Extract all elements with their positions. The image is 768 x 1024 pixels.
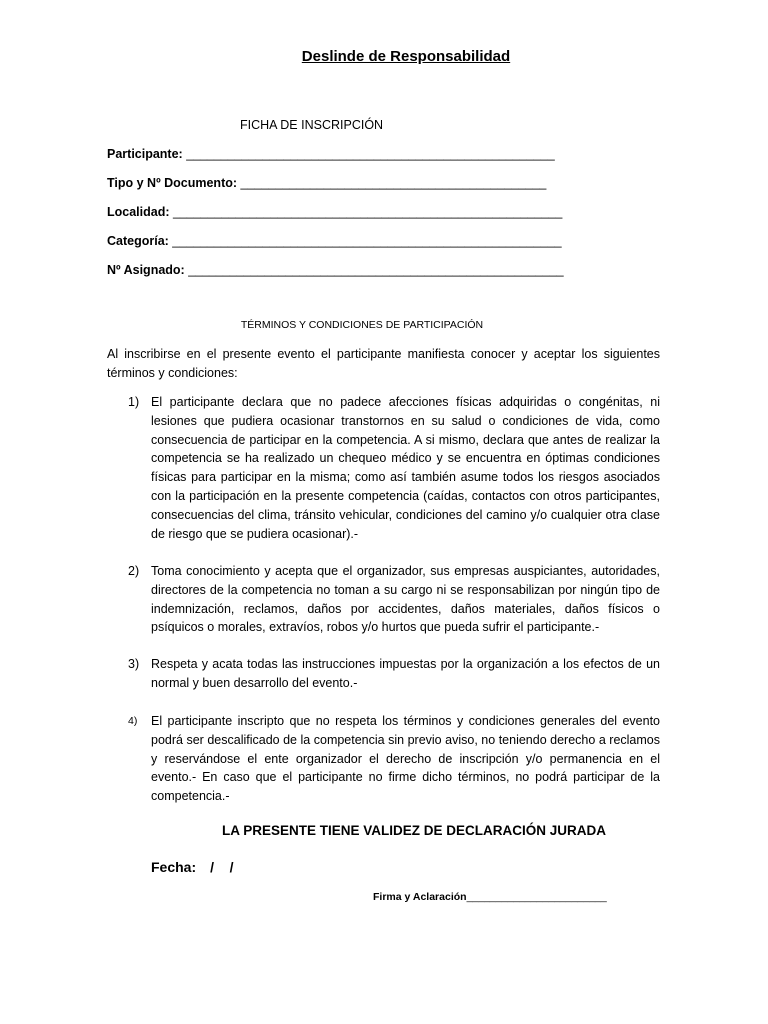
signature-field <box>373 891 607 903</box>
field-blank-line: ________________________________________________________ <box>168 234 562 248</box>
term-text: El participante declara que no padece afecciones físicas adquiridas o congénitas, ni lesiones que pudiera ocasionar transtornos en su salud o condiciones de vida, como consecuencia de participar en la competencia. A si mismo, declara que antes de realizar la competencia se ha realizado un chequeo médico y se encuentra en óptimas condiciones físicas para participar en la misma; como así también asume todos los riesgos asociados con la participación en la presente competencia (caídas, contactos con otros participantes, consecuencias del clima, tránsito vehicular, condiciones del camino y/o cualquier otra clase de riesgo que se pudiera ocasionar).- <box>151 395 660 541</box>
field-label: Categoría: <box>107 234 169 248</box>
field-numero-asignado <box>107 262 564 291</box>
signature-blank-line: ________________________ <box>466 891 607 903</box>
field-participante <box>107 146 564 175</box>
term-text: Respeta y acata todas las instrucciones impuestas por la organización a los efectos de un normal y buen desarrollo del evento.- <box>151 657 660 690</box>
field-label: Tipo y Nº Documento: <box>107 176 238 190</box>
term-number: 1) <box>128 395 140 409</box>
declaration-statement: LA PRESENTE TIENE VALIDEZ DE DECLARACIÓN JURADA <box>221 823 607 838</box>
term-item-2 <box>128 562 660 637</box>
field-localidad <box>107 204 564 233</box>
date-label: Fecha: <box>151 859 197 875</box>
term-text: Toma conocimiento y acepta que el organizador, sus empresas auspiciantes, autoridades, directores de la competencia no toman a su cargo ni se responsabilizan por ningún tipo de indemnización, reclamos, daños por accidentes, daños materiales, daños físicos o psíquicos o morales, extravíos, robos y/o hurtos que pueda sufrir el participante.- <box>151 564 660 635</box>
term-number: 2) <box>128 564 140 578</box>
term-item-1 <box>128 393 660 543</box>
term-item-3 <box>128 655 660 693</box>
date-field <box>151 859 233 875</box>
registration-fields <box>107 146 564 291</box>
term-number: 3) <box>128 657 140 671</box>
field-categoria <box>107 233 564 262</box>
signature-label: Firma y Aclaración <box>373 891 467 903</box>
field-blank-line: ______________________________________________________ <box>184 263 564 277</box>
document-title: Deslinde de Responsabilidad <box>301 48 511 65</box>
field-blank-line: ____________________________________________ <box>237 176 547 190</box>
field-label: Nº Asignado: <box>107 263 185 277</box>
field-label: Localidad: <box>107 205 170 219</box>
field-label: Participante: <box>107 147 183 161</box>
field-blank-line: _____________________________________________________ <box>182 147 555 161</box>
term-number: 4) <box>128 715 138 727</box>
terms-title: TÉRMINOS Y CONDICIONES DE PARTICIPACIÓN <box>240 319 484 331</box>
field-tipo-documento <box>107 175 564 204</box>
ficha-title: FICHA DE INSCRIPCIÓN <box>240 118 384 132</box>
terms-intro: Al inscribirse en el presente evento el participante manifiesta conocer y aceptar los siguientes términos y condiciones: <box>107 347 660 380</box>
term-text: El participante inscripto que no respeta los términos y condiciones generales del evento podrá ser descalificado de la competencia sin previo aviso, no teniendo derecho a reclamos y reservándose el ente organizador el derecho de inscripción y/o permanencia en el evento.- En caso que el participante no firme dicho términos, no podrá participar de la competencia.- <box>151 714 660 804</box>
field-blank-line: ________________________________________________________ <box>169 205 563 219</box>
date-blanks: / / <box>210 859 234 875</box>
term-item-4 <box>128 712 660 806</box>
